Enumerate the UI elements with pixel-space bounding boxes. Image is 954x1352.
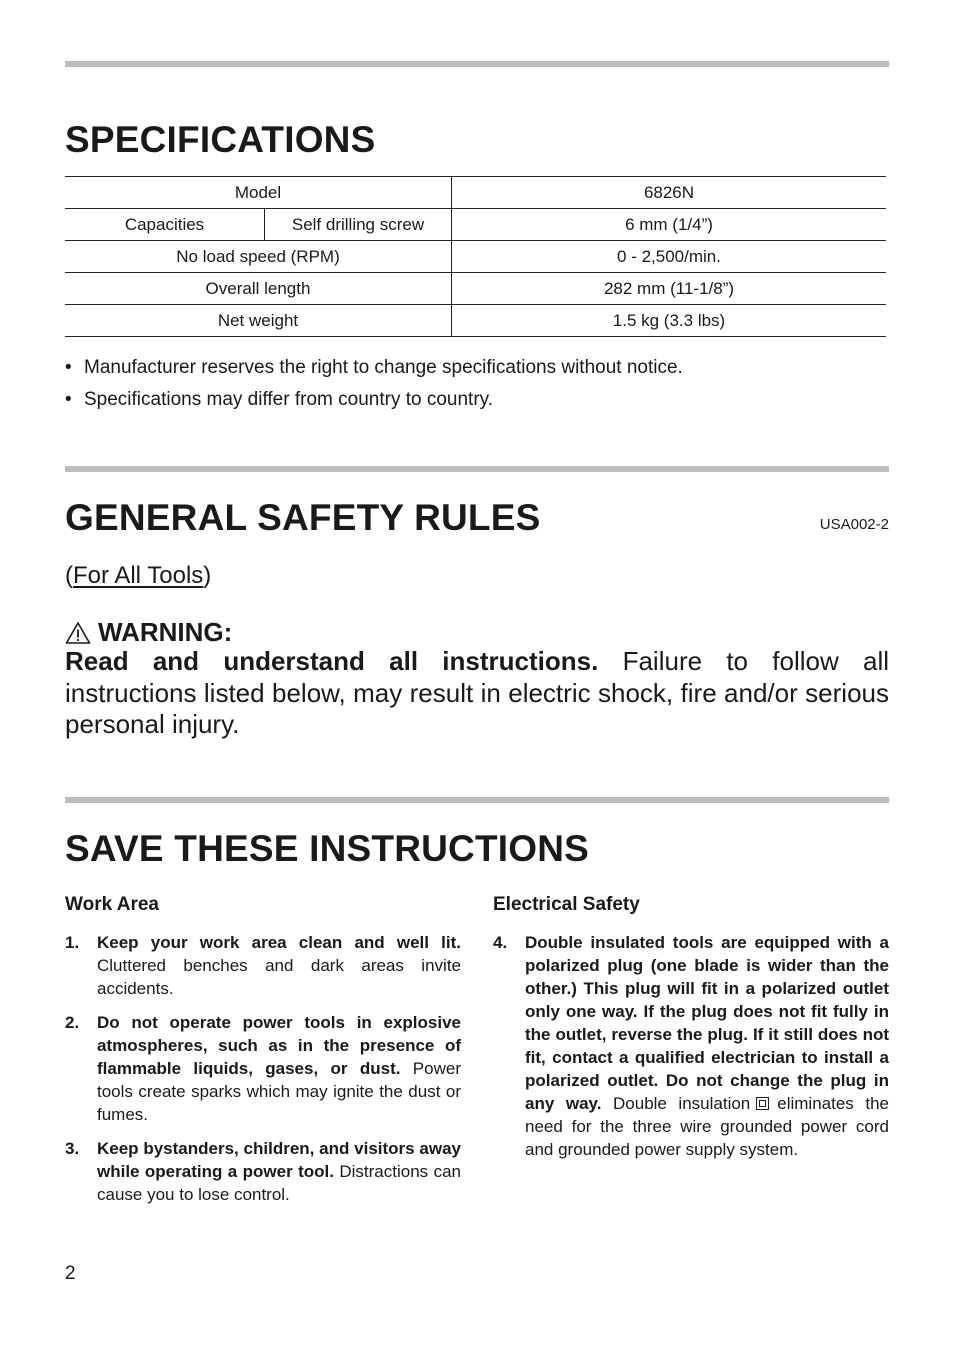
list-item: [65, 1011, 461, 1126]
table-row: [65, 209, 886, 241]
spec-value: 6826N: [452, 177, 887, 209]
item-detail: Double insulation: [601, 1094, 751, 1113]
table-row: [65, 273, 886, 305]
spec-label: Capacities: [65, 209, 265, 241]
warning-text: [65, 646, 889, 741]
item-number: 4.: [493, 933, 508, 952]
item-bold: Double insulated tools are equipped with a polarized plug (one blade is wider than the other.) This plug will fit in a polarized outlet only one way. If the plug does not fit fully in the outlet, reverse the plug. If it still does not fit, contact a qualified electrician to install a polarized outlet. Do not change the plug in any way.: [525, 933, 889, 1113]
work-area-heading: Work Area: [65, 894, 159, 915]
item-text: [97, 1137, 461, 1206]
specification-notes: [65, 352, 683, 416]
warning-heading: [65, 617, 232, 648]
item-detail: Cluttered benches and dark areas invite accidents.: [97, 956, 461, 998]
paren-open: (: [65, 562, 73, 589]
save-instructions-title: SAVE THESE INSTRUCTIONS: [65, 828, 590, 869]
warning-detail: Failure to follow all instructions listed below, may result in electric shock, fire and/or serious personal injury.: [65, 646, 889, 739]
item-bold: Keep bystanders, children, and visitors away while operating a power tool.: [97, 1139, 461, 1181]
item-number: 1.: [65, 933, 80, 952]
subtitle-text: For All Tools: [73, 562, 204, 589]
electrical-safety-heading: Electrical Safety: [493, 894, 640, 915]
item-text: [97, 931, 461, 1000]
table-row: [65, 241, 886, 273]
spec-value: 6 mm (1/4”): [452, 209, 887, 241]
top-rule: [65, 61, 889, 67]
spec-label: Model: [65, 177, 452, 209]
safety-subtitle: [65, 562, 211, 590]
general-safety-title: GENERAL SAFETY RULES: [65, 497, 541, 538]
double-insulation-icon: [756, 1097, 769, 1110]
table-row: [65, 177, 886, 209]
specifications-title: SPECIFICATIONS: [65, 119, 376, 160]
bullet-icon: •: [65, 389, 72, 410]
note-text: Manufacturer reserves the right to change specifications without notice.: [84, 357, 683, 378]
paren-close: ): [203, 562, 212, 589]
spec-sublabel: Self drilling screw: [265, 209, 452, 241]
warning-label: WARNING:: [98, 617, 233, 647]
spec-value: 1.5 kg (3.3 lbs): [452, 305, 887, 337]
item-bold: Do not operate power tools in explosive atmospheres, such as in the presence of flammable liquids, gases, or dust.: [97, 1013, 461, 1078]
item-text: [525, 931, 889, 1161]
item-number: 2.: [65, 1013, 80, 1032]
item-detail-continued: eliminates the need for the three wire grounded power cord and grounded power supply system.: [525, 1094, 889, 1159]
note-text: Specifications may differ from country to country.: [84, 389, 494, 410]
list-item: [65, 352, 683, 384]
item-bold: Keep your work area clean and well lit.: [97, 933, 461, 952]
spec-label: Net weight: [65, 305, 452, 337]
page-number: 2: [65, 1263, 76, 1284]
spec-label: No load speed (RPM): [65, 241, 452, 273]
electrical-safety-column: [493, 892, 889, 1172]
spec-value: 282 mm (11-1/8”): [452, 273, 887, 305]
document-code: USA002-2: [819, 516, 889, 533]
item-text: [97, 1011, 461, 1126]
bullet-icon: •: [65, 357, 72, 378]
item-detail: Power tools create sparks which may ignite the dust or fumes.: [97, 1059, 461, 1124]
work-area-column: [65, 892, 461, 1217]
item-detail: Distractions can cause you to lose control.: [97, 1162, 461, 1204]
section-rule: [65, 466, 889, 472]
list-item: [65, 1137, 461, 1206]
specifications-table: [65, 176, 886, 337]
warning-triangle-icon: [65, 621, 91, 645]
list-item: [493, 931, 889, 1161]
spec-label: Overall length: [65, 273, 452, 305]
section-rule: [65, 797, 889, 803]
table-row: [65, 305, 886, 337]
list-item: [65, 384, 683, 416]
warning-bold: Read and understand all instructions.: [65, 646, 599, 676]
spec-value: 0 - 2,500/min.: [452, 241, 887, 273]
list-item: [65, 931, 461, 1000]
item-number: 3.: [65, 1139, 80, 1158]
